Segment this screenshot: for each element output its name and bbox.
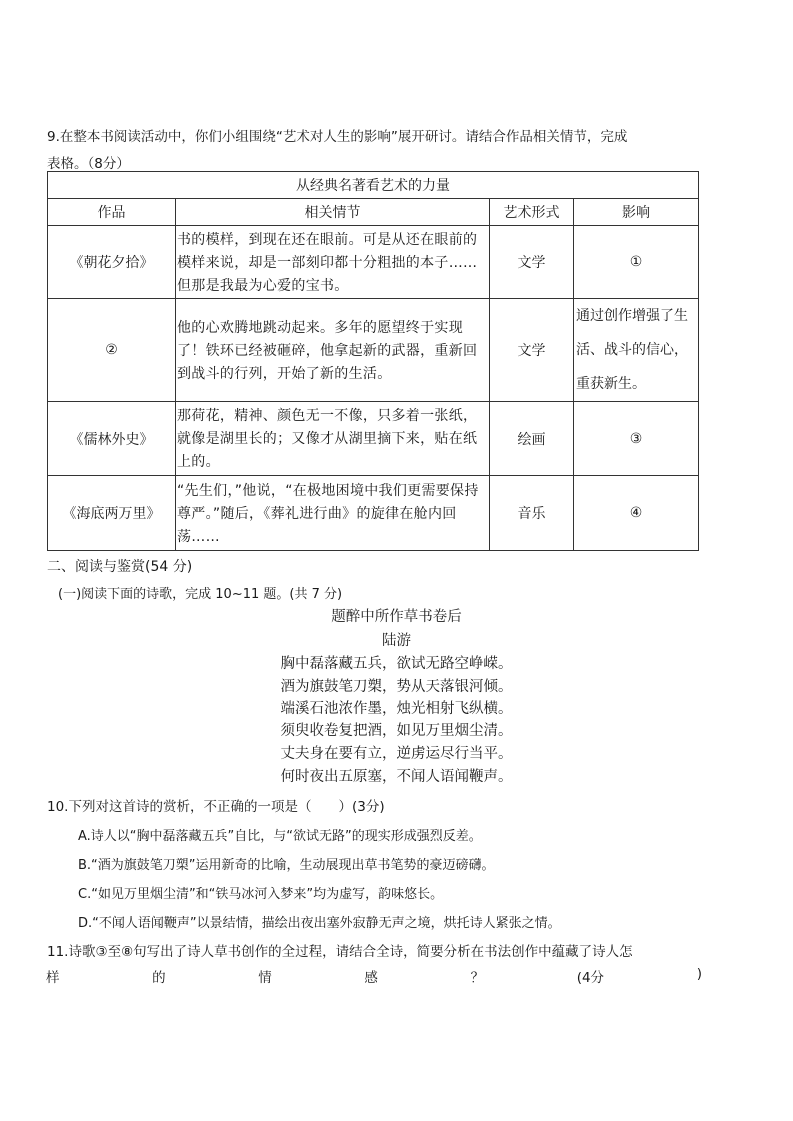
impact-cell: ①: [574, 226, 699, 299]
plot-cell: 他的心欢腾地跳动起来。多年的愿望终于实现了！铁环已经被砸碎，他拿起新的武器，重新回到战斗的行列，开始了新的生活。: [176, 299, 490, 402]
q10-option-a: A.诗人以“胸中磊落藏五兵”自比，与“欲试无路”的现实形成强烈反差。: [78, 829, 482, 844]
poem-title: 题醉中所作草书卷后: [331, 609, 462, 625]
q9-line1: 9.在整本书阅读活动中，你们小组围绕“艺术对人生的影响”展开研讨。请结合作品相关情节，完成: [47, 129, 628, 145]
poem-line: 须臾收卷复把酒，如见万里烟尘清。: [280, 723, 513, 739]
q11-score: (4分: [576, 970, 605, 986]
poem-author: 陆游: [382, 633, 411, 649]
table-row: [48, 299, 699, 402]
q11-char: 样: [46, 970, 60, 986]
work-cell: 《儒林外史》: [48, 402, 176, 476]
table-title: 从经典名著看艺术的力量: [48, 172, 699, 199]
q10-option-c: C.“如见万里烟尘清”和“铁马冰河入梦来”均为虚写，韵味悠长。: [78, 887, 444, 902]
table-row: [48, 402, 699, 476]
q11-char: 的: [152, 970, 166, 986]
section2-heading: 二、阅读与鉴赏(54 分): [47, 559, 193, 575]
q11-line2: [46, 966, 702, 986]
q11-paren: ): [696, 966, 702, 982]
form-cell: 文学: [490, 299, 574, 402]
work-cell: ②: [48, 299, 176, 402]
header-plot: 相关情节: [176, 199, 490, 226]
q10-stem: 10.下列对这首诗的赏析，不正确的一项是（ ）(3分): [47, 799, 385, 815]
q11-char: ？: [470, 970, 485, 986]
poem-line: 端溪石池浓作墨，烛光相射飞纵横。: [280, 701, 513, 717]
form-cell: 文学: [490, 226, 574, 299]
q10-option-b: B.“酒为旗鼓笔刀槊”运用新奇的比喻，生动展现出草书笔势的豪迈磅礴。: [78, 858, 495, 873]
header-impact: 影响: [574, 199, 699, 226]
q10-option-d: D.“不闻人语闻鞭声”以景结情，描绘出夜出塞外寂静无声之境，烘托诗人紧张之情。: [78, 916, 561, 931]
q11-char: 情: [258, 970, 272, 986]
q11-line1: 11.诗歌③至⑧句写出了诗人草书创作的全过程，请结合全诗，简要分析在书法创作中蕴藏了诗人怎: [47, 944, 633, 960]
work-cell: 《海底两万里》: [48, 476, 176, 551]
q9-line2: 表格。（8分）: [47, 156, 130, 172]
form-cell: 音乐: [490, 476, 574, 551]
impact-cell: ③: [574, 402, 699, 476]
poem-line: 胸中磊落藏五兵，欲试无路空峥嵘。: [280, 656, 513, 672]
section2-sub: (一)阅读下面的诗歌，完成 10~11 题。(共 7 分): [58, 587, 343, 602]
header-form: 艺术形式: [490, 199, 574, 226]
table-row: [48, 476, 699, 551]
plot-cell: 那荷花，精神、颜色无一不像，只多着一张纸，就像是湖里长的；又像才从湖里摘下来，贴在纸上的。: [176, 402, 490, 476]
work-cell: 《朝花夕拾》: [48, 226, 176, 299]
q11-char: 感: [364, 970, 378, 986]
impact-cell: ④: [574, 476, 699, 551]
table-row: [48, 226, 699, 299]
header-work: 作品: [48, 199, 176, 226]
art-power-table: [47, 171, 699, 551]
plot-cell: 书的模样，到现在还在眼前。可是从还在眼前的模样来说，却是一部刻印都十分粗拙的本子……但那是我最为心爱的宝书。: [176, 226, 490, 299]
poem-line: 酒为旗鼓笔刀槊，势从天落银河倾。: [280, 679, 513, 695]
form-cell: 绘画: [490, 402, 574, 476]
table-header-row: [48, 199, 699, 226]
poem-line: 丈夫身在要有立，逆虏运尽行当平。: [280, 746, 513, 762]
impact-cell: 通过创作增强了生活、战斗的信心，重获新生。: [574, 299, 699, 402]
poem-line: 何时夜出五原塞，不闻人语闻鞭声。: [280, 769, 513, 785]
plot-cell: “先生们，”他说，“在极地困境中我们更需要保持尊严。”随后，《葬礼进行曲》的旋律在舱内回荡……: [176, 476, 490, 551]
